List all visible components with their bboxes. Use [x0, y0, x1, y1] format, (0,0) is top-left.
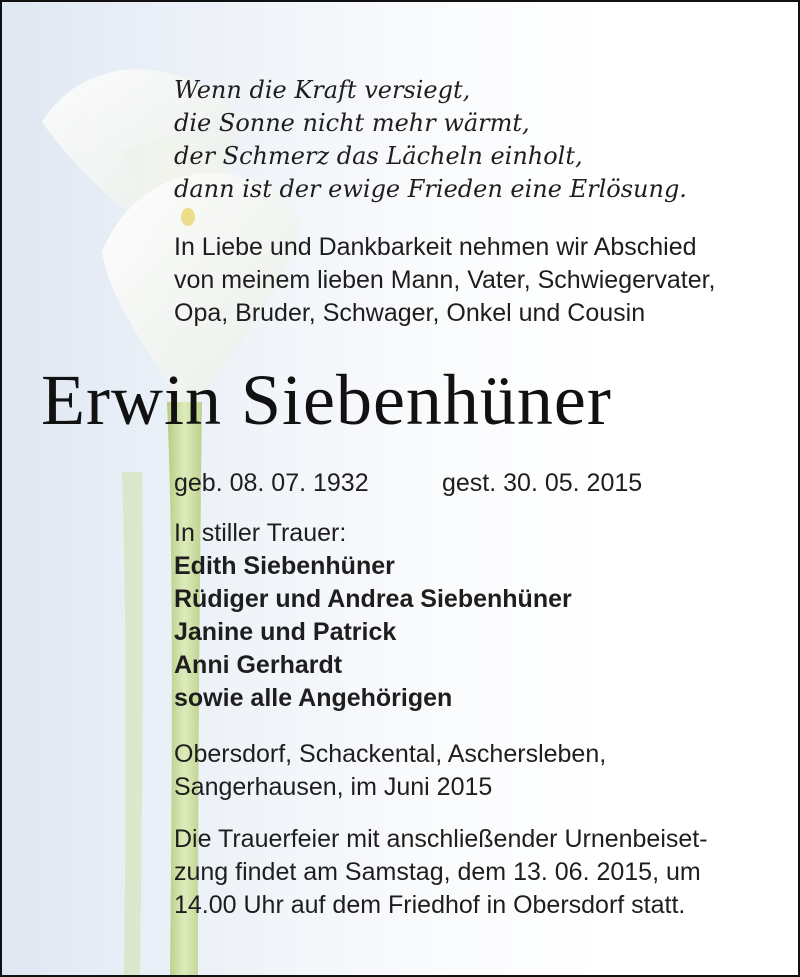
service-line: zung findet am Samstag, dem 13. 06. 2015, um	[174, 858, 701, 886]
mourner-name: Rüdiger und Andrea Siebenhüner	[174, 585, 572, 613]
service-line: Die Trauerfeier mit anschließender Urnenbeiset-	[174, 825, 708, 853]
poem-line: die Sonne nicht mehr wärmt,	[174, 109, 530, 137]
mourners-block	[174, 517, 572, 715]
place-line: Sangerhausen, im Juni 2015	[174, 773, 493, 801]
place-line: Obersdorf, Schackental, Aschersleben,	[174, 740, 607, 768]
poem-line: Wenn die Kraft versiegt,	[174, 76, 471, 104]
intro-line: In Liebe und Dankbarkeit nehmen wir Abschied	[174, 233, 697, 261]
deceased-name: Erwin Siebenhüner	[41, 360, 612, 440]
life-dates	[174, 467, 794, 500]
place-and-date	[174, 738, 606, 804]
intro-line: Opa, Bruder, Schwager, Onkel und Cousin	[174, 299, 646, 327]
birth-date: geb. 08. 07. 1932	[174, 469, 369, 497]
poem-line: dann ist der ewige Frieden eine Erlösung.	[174, 175, 687, 203]
mourner-name: Janine und Patrick	[174, 618, 397, 646]
poem	[174, 74, 687, 206]
service-line: 14.00 Uhr auf dem Friedhof in Obersdorf statt.	[174, 891, 686, 919]
farewell-intro	[174, 231, 716, 330]
mourner-name: sowie alle Angehörigen	[174, 684, 453, 712]
mourner-name: Anni Gerhardt	[174, 651, 343, 679]
death-date: gest. 30. 05. 2015	[442, 469, 643, 497]
intro-line: von meinem lieben Mann, Vater, Schwiegervater,	[174, 266, 716, 294]
poem-line: der Schmerz das Lächeln einholt,	[174, 142, 583, 170]
funeral-service-info	[174, 823, 708, 922]
mourner-name: Edith Siebenhüner	[174, 552, 395, 580]
mourners-heading: In stiller Trauer:	[174, 519, 347, 547]
